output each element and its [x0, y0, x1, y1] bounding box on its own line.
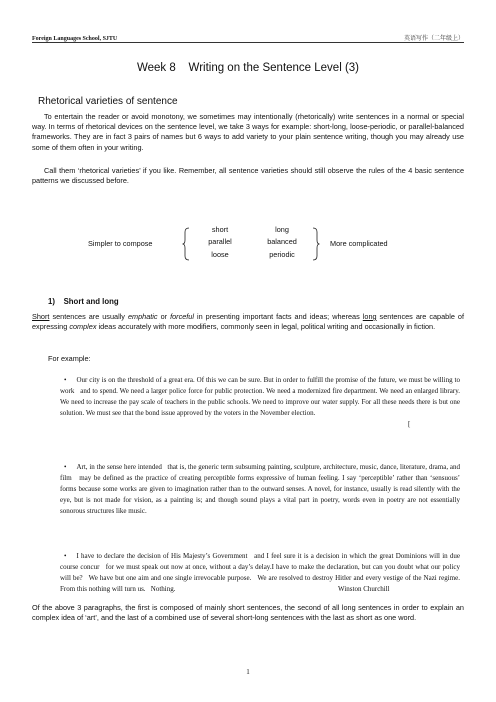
short-long-paragraph — [32, 312, 464, 332]
term-emphatic: emphatic — [127, 312, 158, 321]
scheme-item: loose — [211, 249, 229, 259]
term-short: Short — [32, 312, 50, 321]
bullet-icon: • — [64, 552, 67, 560]
closing-paragraph: Of the above 3 paragraphs, the first is composed of mainly short sentences, the second of all long sentences in order to explain an complex idea of ‘art’, and the last of a combined use of several short-long sentences with the last as short as one word. — [32, 603, 464, 623]
for-example-label: For example: — [48, 354, 91, 363]
scheme-item: parallel — [208, 237, 232, 247]
page-header — [32, 28, 464, 43]
example-quote-1 — [60, 375, 462, 428]
term-long: long — [362, 312, 377, 321]
example-quote-2 — [60, 462, 460, 517]
term-forceful: forceful — [170, 312, 194, 321]
bullet-icon: • — [64, 463, 67, 471]
term-complex: complex — [69, 322, 97, 332]
bullet-icon: • — [64, 376, 67, 384]
text-run: or — [157, 312, 171, 321]
scheme-item: balanced — [267, 237, 297, 247]
header-course: 英语写作（二年级上） — [403, 35, 464, 42]
header-school: Foreign Languages School, SJTU — [32, 36, 118, 42]
scheme-item: periodic — [269, 249, 295, 259]
left-brace-icon — [182, 227, 190, 261]
text-run: ideas accurately with more modifiers, commonly seen in legal, political writing and occasionally in fiction. — [96, 322, 436, 332]
example-text: Art, in the sense here intended that is, the generic term subsuming painting, sculpture, architecture, music, dance, literature, drama, and film may be defined as the practice of creating perceptible forms expressive of human feeling. I say ‘perceptible’ rather than ‘sensuous’ forms because some works are given to imagination rather than to the outward senses. A novel, for instance, usually is read silently with the eye, but is not made for vision, as a painting is; and though sound plays a vital part in poetry, words even in poetry are not essentially sonorous structures like music. — [60, 463, 462, 515]
example-bracket: [ — [408, 420, 411, 428]
page-title: Week 8 Writing on the Sentence Level (3) — [136, 62, 360, 74]
text-run: sentences are capable of expressing — [32, 312, 464, 332]
quote-author: Winston Churchill — [338, 584, 390, 593]
example-quote-3 — [60, 551, 466, 595]
section-heading: Rhetorical varieties of sentence — [38, 96, 178, 107]
subsection-heading: 1) Short and long — [48, 297, 119, 306]
text-run: sentences are usually — [49, 312, 128, 321]
scheme-left-label: Simpler to compose — [88, 239, 153, 248]
text-run: in presenting important facts and ideas; whereas — [194, 312, 363, 321]
right-brace-icon — [312, 227, 320, 261]
example-text: I have to declare the decision of His Majesty’s Government and I feel sure it is a decision in which the great Dominions will in due course concur for we must speak out now at once, without a day’s delay.I have to make the declaration, but can you doubt what our policy will be? We have but one aim and one single irrevocable purpose. We are resolved to destroy Hitler and every vestige of the Nazi regime. From this nothing will turn us. Nothing. — [60, 552, 466, 593]
call-paragraph: Call them ‘rhetorical varieties’ if you like. Remember, all sentence varieties should still observe the rules of the 4 basic sentence patterns we discussed before. — [32, 166, 464, 186]
page-number: 1 — [246, 668, 250, 676]
scheme-item: long — [275, 225, 289, 234]
scheme-right-label: More complicated — [330, 239, 388, 248]
intro-paragraph: To entertain the reader or avoid monotony, we sometimes may intentionally (rhetorically) write sentences in a normal or special way. In terms of rhetorical devices on the sentence level, we take 3 ways for example: short-long, loose-periodic, or parallel-balanced frameworks. They are in fact 3 pairs of names but 6 ways to add variety to your plain sentence writing, though you may already use some of them often in your writing. — [32, 112, 464, 152]
example-text: Our city is on the threshold of a great era. Of this we can be sure. But in order to fulfill the promise of the future, we must be willing to work and to spend. We need a larger police force for public protection. We need a modernized fire department. We need an enlarged library. We need to increase the pay scale of teachers in the public schools. We need to improve our water supply. For all these needs there is but one solution. We must see that the bond issue approved by the voters in the November election. — [60, 376, 462, 417]
scheme-item: short — [211, 225, 229, 234]
variety-scheme — [0, 224, 496, 264]
scheme-column-2 — [258, 224, 306, 261]
scheme-column-1 — [200, 224, 240, 261]
